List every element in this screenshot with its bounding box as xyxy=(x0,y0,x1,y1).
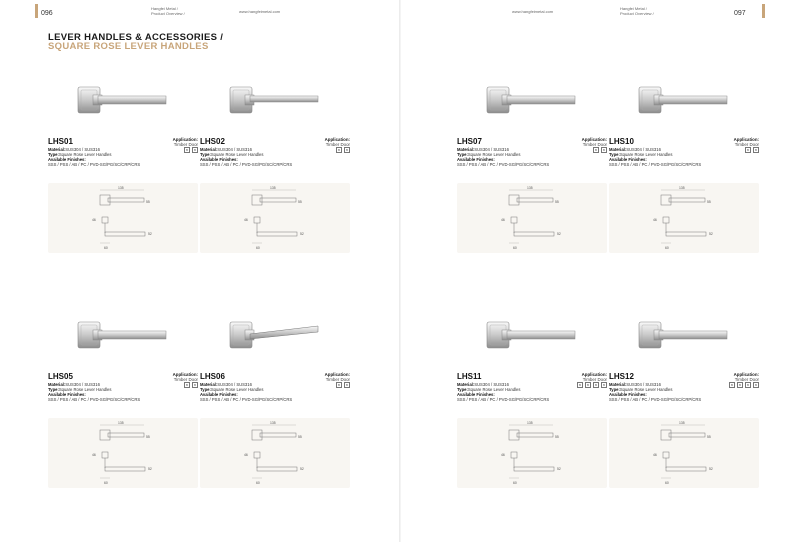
finish-swatch: B xyxy=(345,148,348,152)
drawing-panel xyxy=(48,418,198,488)
product-card xyxy=(609,320,759,485)
handle-photo xyxy=(200,320,350,376)
dim-label: 46 xyxy=(244,218,248,222)
handle-photo xyxy=(200,85,350,141)
drawing-rose-side xyxy=(663,452,669,458)
finish-swatch: B xyxy=(578,383,581,387)
drawing-lever-side xyxy=(257,232,297,236)
spec-value: Square Rose Lever Handles xyxy=(467,152,521,157)
product-code: LHS01 xyxy=(48,137,73,146)
dim-label: 55 xyxy=(555,200,559,204)
drawing-lever-top xyxy=(260,433,296,437)
finish-swatches xyxy=(729,382,759,388)
spec-value: Square Rose Lever Handles xyxy=(58,387,112,392)
section-subtitle: SQUARE ROSE LEVER HANDLES xyxy=(48,41,209,52)
drawing-rose-side xyxy=(254,217,260,223)
spec-label: Type: xyxy=(609,387,620,392)
drawing-lever-top xyxy=(260,198,296,202)
header-brand: Hangfei Metal / xyxy=(151,6,178,11)
header-brand: Hangfei Metal / xyxy=(620,6,647,11)
finish-swatch: B xyxy=(730,383,733,387)
spec-finishes xyxy=(200,397,292,402)
spec-label: Material: xyxy=(48,382,66,387)
drawing-lever-side xyxy=(105,232,145,236)
product-code: LHS06 xyxy=(200,372,225,381)
dim-label: 52 xyxy=(557,467,561,471)
drawing-rose-side xyxy=(663,217,669,223)
dim-label: 46 xyxy=(653,453,657,457)
spec-label: Available Finishes: xyxy=(609,392,647,397)
dim-label: 55 xyxy=(707,200,711,204)
spec-value: Square Rose Lever Handles xyxy=(210,152,264,157)
dim-label: 55 xyxy=(146,435,150,439)
finish-swatch: B xyxy=(337,148,340,152)
application-label: Application: xyxy=(172,137,198,142)
drawing-lever-side xyxy=(514,232,554,236)
lever-bar xyxy=(507,96,575,104)
spec-value: Square Rose Lever Handles xyxy=(619,152,673,157)
drawing-lever-side xyxy=(257,467,297,471)
page-tab-marker xyxy=(762,4,765,18)
finish-swatch: B xyxy=(193,383,196,387)
drawing-lever-side xyxy=(105,467,145,471)
finish-swatches xyxy=(336,147,350,153)
drawing-rose-top xyxy=(661,430,671,440)
dim-label: 46 xyxy=(92,218,96,222)
page-tab-marker xyxy=(35,4,38,18)
section-title: LEVER HANDLES & ACCESSORIES / xyxy=(48,32,224,43)
dim-label: 135 xyxy=(118,421,124,425)
lever-bar xyxy=(250,96,318,102)
spec-label: Material: xyxy=(457,382,475,387)
drawing-rose-top xyxy=(100,430,110,440)
finish-swatches xyxy=(593,147,607,153)
spec-value: SUS304 / SUS316 xyxy=(217,147,252,152)
dim-label: 135 xyxy=(270,421,276,425)
drawing-lever-side xyxy=(514,467,554,471)
lever-bar xyxy=(659,331,727,339)
finish-swatch: B xyxy=(754,148,757,152)
spec-label: Material: xyxy=(200,147,218,152)
technical-drawing xyxy=(609,418,759,488)
drawing-lever-side xyxy=(666,467,706,471)
finish-swatch: B xyxy=(345,383,348,387)
dim-label: 135 xyxy=(527,421,533,425)
finish-swatch: B xyxy=(754,383,757,387)
page-number: 097 xyxy=(734,10,746,17)
dim-label: 46 xyxy=(244,453,248,457)
dim-label: 46 xyxy=(501,453,505,457)
spec-value: Square Rose Lever Handles xyxy=(58,152,112,157)
dim-label: 60 xyxy=(665,481,669,485)
spec-label: Type: xyxy=(457,152,468,157)
drawing-rose-side xyxy=(102,217,108,223)
product-photo xyxy=(200,320,350,376)
drawing-rose-side xyxy=(254,452,260,458)
spec-value: SUS304 / SUS316 xyxy=(65,147,100,152)
finish-swatch: B xyxy=(594,148,597,152)
technical-drawing xyxy=(200,418,350,488)
dim-label: 135 xyxy=(270,186,276,190)
application-value: Timber Door xyxy=(734,377,759,382)
drawing-rose-top xyxy=(661,195,671,205)
spec-label: Available Finishes: xyxy=(457,392,495,397)
spec-label: Type: xyxy=(200,152,211,157)
drawing-rose-side xyxy=(102,452,108,458)
product-card xyxy=(200,320,350,485)
spec-finishes xyxy=(200,162,292,167)
application-label: Application: xyxy=(581,372,607,377)
product-photo xyxy=(48,320,198,376)
spec-value: SSS / PSS / AB / PC / PVD-SG/PG/SC/CRP/CRS xyxy=(609,397,702,402)
product-code: LHS07 xyxy=(457,137,482,146)
dim-label: 46 xyxy=(501,218,505,222)
drawing-rose-side xyxy=(511,217,517,223)
dim-label: 55 xyxy=(555,435,559,439)
application-value: Timber Door xyxy=(582,142,607,147)
spec-label: Type: xyxy=(609,152,620,157)
spec-label: Material: xyxy=(457,147,475,152)
dim-label: 55 xyxy=(298,200,302,204)
spec-label: Available Finishes: xyxy=(200,392,238,397)
dim-label: 52 xyxy=(709,232,713,236)
product-code: LHS02 xyxy=(200,137,225,146)
technical-drawing xyxy=(200,183,350,253)
drawing-rose-top xyxy=(100,195,110,205)
dim-label: 60 xyxy=(104,246,108,250)
spec-value: SUS304 / SUS316 xyxy=(626,147,661,152)
product-card xyxy=(48,85,198,250)
application-label: Application: xyxy=(324,372,350,377)
application-value: Timber Door xyxy=(173,142,198,147)
technical-drawing xyxy=(457,418,607,488)
page-number: 096 xyxy=(41,10,53,17)
drawing-rose-side xyxy=(511,452,517,458)
product-code: LHS05 xyxy=(48,372,73,381)
spec-label: Type: xyxy=(457,387,468,392)
lever-bar xyxy=(659,96,727,104)
finish-swatch: B xyxy=(337,383,340,387)
drawing-rose-top xyxy=(252,195,262,205)
spec-value: SSS / PSS / AB / PC / PVD-SG/PG/SC/CRP/CRS xyxy=(457,162,550,167)
finish-swatch: B xyxy=(193,148,196,152)
lever-bar xyxy=(250,326,318,339)
drawing-lever-top xyxy=(517,433,553,437)
lever-bar xyxy=(98,331,166,339)
spec-label: Type: xyxy=(48,387,59,392)
application-value: Timber Door xyxy=(734,142,759,147)
drawing-lever-top xyxy=(669,198,705,202)
dim-label: 46 xyxy=(92,453,96,457)
product-code: LHS10 xyxy=(609,137,634,146)
finish-swatch: B xyxy=(185,148,188,152)
product-photo xyxy=(48,85,198,141)
finish-swatches xyxy=(577,382,607,388)
finish-swatch: B xyxy=(586,383,589,387)
finish-swatch: B xyxy=(602,383,605,387)
dim-label: 52 xyxy=(300,232,304,236)
drawing-panel xyxy=(200,183,350,253)
spec-label: Available Finishes: xyxy=(609,157,647,162)
spec-label: Available Finishes: xyxy=(48,157,86,162)
header-url[interactable]: www.hangfeimetal.com xyxy=(239,9,281,14)
dim-label: 60 xyxy=(513,246,517,250)
product-photo xyxy=(200,85,350,141)
lever-bar xyxy=(98,96,166,104)
finish-swatches xyxy=(745,147,759,153)
spec-value: SSS / PSS / AB / PC / PVD-SG/PG/SC/CRP/CRS xyxy=(48,162,141,167)
drawing-panel xyxy=(457,418,607,488)
drawing-rose-top xyxy=(509,430,519,440)
header-url[interactable]: www.hangfeimetal.com xyxy=(512,9,554,14)
spec-label: Available Finishes: xyxy=(200,157,238,162)
spec-value: SUS304 / SUS316 xyxy=(474,382,509,387)
technical-drawing xyxy=(457,183,607,253)
spec-finishes xyxy=(457,397,549,402)
drawing-rose-top xyxy=(509,195,519,205)
spec-value: SSS / PSS / AB / PC / PVD-SG/PG/SC/CRP/CRS xyxy=(457,397,550,402)
application-label: Application: xyxy=(733,372,759,377)
product-photo xyxy=(609,320,759,376)
spec-finishes xyxy=(609,397,701,402)
spec-value: SSS / PSS / AB / PC / PVD-SG/PG/SC/CRP/CRS xyxy=(48,397,141,402)
drawing-panel xyxy=(457,183,607,253)
dim-label: 135 xyxy=(118,186,124,190)
application-value: Timber Door xyxy=(582,377,607,382)
dim-label: 60 xyxy=(665,246,669,250)
spec-value: Square Rose Lever Handles xyxy=(210,387,264,392)
finish-swatch: B xyxy=(594,383,597,387)
dim-label: 55 xyxy=(707,435,711,439)
finish-swatches xyxy=(184,382,198,388)
handle-photo xyxy=(48,320,198,376)
drawing-lever-top xyxy=(108,433,144,437)
spec-value: Square Rose Lever Handles xyxy=(467,387,521,392)
handle-photo xyxy=(609,320,759,376)
drawing-lever-side xyxy=(666,232,706,236)
spec-label: Material: xyxy=(609,147,627,152)
dim-label: 60 xyxy=(256,246,260,250)
finish-swatch: B xyxy=(602,148,605,152)
dim-label: 52 xyxy=(557,232,561,236)
product-card xyxy=(609,85,759,250)
spec-label: Material: xyxy=(609,382,627,387)
application-value: Timber Door xyxy=(173,377,198,382)
handle-photo xyxy=(609,85,759,141)
product-code: LHS12 xyxy=(609,372,634,381)
product-photo xyxy=(457,320,607,376)
spec-value: SSS / PSS / AB / PC / PVD-SG/PG/SC/CRP/CRS xyxy=(200,162,293,167)
finish-swatches xyxy=(336,382,350,388)
dim-label: 60 xyxy=(513,481,517,485)
dim-label: 135 xyxy=(679,186,685,190)
dim-label: 52 xyxy=(300,467,304,471)
spec-value: SSS / PSS / AB / PC / PVD-SG/PG/SC/CRP/CRS xyxy=(609,162,702,167)
dim-label: 135 xyxy=(679,421,685,425)
drawing-panel xyxy=(609,418,759,488)
product-card xyxy=(457,320,607,485)
application-value: Timber Door xyxy=(325,142,350,147)
application-label: Application: xyxy=(733,137,759,142)
spec-label: Type: xyxy=(200,387,211,392)
spec-value: SSS / PSS / AB / PC / PVD-SG/PG/SC/CRP/CRS xyxy=(200,397,293,402)
spec-label: Available Finishes: xyxy=(457,157,495,162)
spec-label: Type: xyxy=(48,152,59,157)
drawing-panel xyxy=(609,183,759,253)
header-section: Product Overview / xyxy=(620,11,654,16)
spec-finishes xyxy=(609,162,701,167)
finish-swatch: B xyxy=(185,383,188,387)
drawing-panel xyxy=(200,418,350,488)
finish-swatch: B xyxy=(746,383,749,387)
spec-finishes xyxy=(48,162,140,167)
application-label: Application: xyxy=(324,137,350,142)
product-code: LHS11 xyxy=(457,372,482,381)
dim-label: 52 xyxy=(709,467,713,471)
spec-finishes xyxy=(48,397,140,402)
drawing-lever-top xyxy=(669,433,705,437)
spec-value: SUS304 / SUS316 xyxy=(474,147,509,152)
drawing-lever-top xyxy=(108,198,144,202)
dim-label: 60 xyxy=(104,481,108,485)
dim-label: 60 xyxy=(256,481,260,485)
handle-photo xyxy=(48,85,198,141)
dim-label: 55 xyxy=(146,200,150,204)
technical-drawing xyxy=(48,183,198,253)
spec-value: Square Rose Lever Handles xyxy=(619,387,673,392)
application-value: Timber Door xyxy=(325,377,350,382)
handle-photo xyxy=(457,85,607,141)
product-photo xyxy=(457,85,607,141)
drawing-panel xyxy=(48,183,198,253)
finish-swatch: B xyxy=(738,383,741,387)
dim-label: 55 xyxy=(298,435,302,439)
dim-label: 52 xyxy=(148,232,152,236)
technical-drawing xyxy=(48,418,198,488)
header-section: Product Overview / xyxy=(151,11,185,16)
finish-swatches xyxy=(184,147,198,153)
application-label: Application: xyxy=(172,372,198,377)
dim-label: 52 xyxy=(148,467,152,471)
product-card xyxy=(457,85,607,250)
right-page xyxy=(400,0,800,542)
dim-label: 46 xyxy=(653,218,657,222)
product-card xyxy=(200,85,350,250)
handle-photo xyxy=(457,320,607,376)
spec-label: Material: xyxy=(200,382,218,387)
spec-value: SUS304 / SUS316 xyxy=(65,382,100,387)
drawing-lever-top xyxy=(517,198,553,202)
technical-drawing xyxy=(609,183,759,253)
finish-swatch: B xyxy=(746,148,749,152)
drawing-rose-top xyxy=(252,430,262,440)
dim-label: 135 xyxy=(527,186,533,190)
product-card xyxy=(48,320,198,485)
application-label: Application: xyxy=(581,137,607,142)
lever-bar xyxy=(507,331,575,339)
spec-value: SUS304 / SUS316 xyxy=(217,382,252,387)
product-photo xyxy=(609,85,759,141)
spec-value: SUS304 / SUS316 xyxy=(626,382,661,387)
spec-finishes xyxy=(457,162,549,167)
spec-label: Material: xyxy=(48,147,66,152)
spec-label: Available Finishes: xyxy=(48,392,86,397)
